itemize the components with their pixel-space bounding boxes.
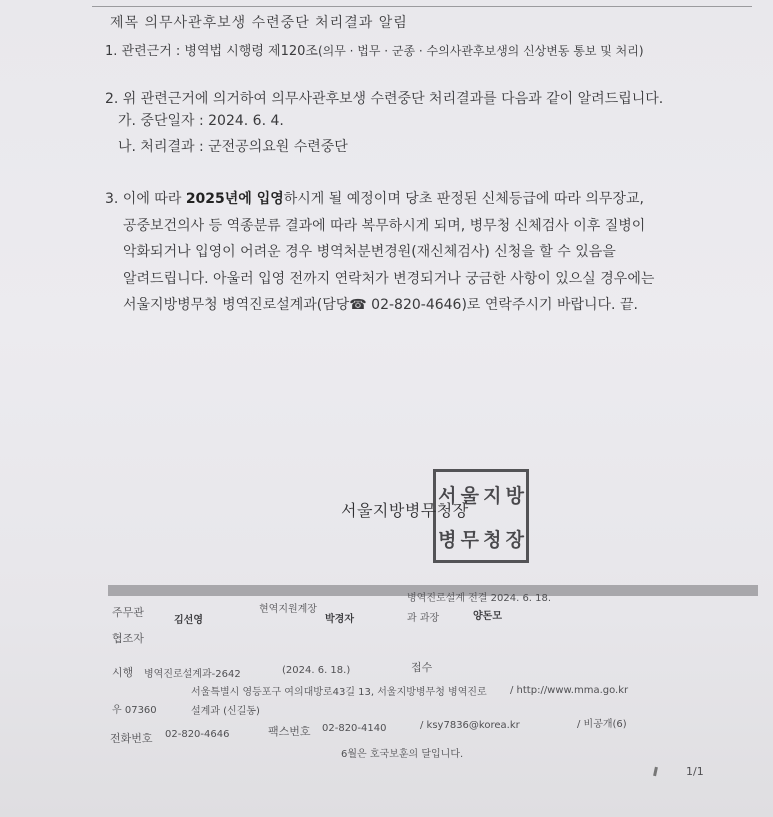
postal-code: 우 07360 [112, 705, 157, 716]
item-3-line3: 악화되거나 입영이 어려운 경우 병역처분변경원(재신체검사) 신청을 할 수 있음을 [123, 244, 616, 260]
receipt-label: 접수 [411, 661, 433, 674]
item-1-detail: (의무 · 법무 · 군종 · 수의사관후보생의 신상변동 통보 및 처리) [317, 44, 644, 58]
enforcement-number: 병역진로설계과-2642 [144, 669, 241, 680]
email: / ksy7836@korea.kr [420, 720, 520, 731]
reviewer-role: 현역지원계장 [259, 604, 317, 615]
fax-label: 팩스번호 [268, 725, 311, 738]
suspension-date: 가. 중단일자 : 2024. 6. 4. [118, 113, 284, 129]
drafter-role: 주무관 [112, 606, 144, 619]
sender-name: 서울지방병무청장 [341, 501, 469, 520]
item-2-text: 2. 위 관련근거에 의거하여 의무사관후보생 수련중단 처리결과를 다음과 같이 알려드립니다. [105, 91, 664, 107]
enforcement-label: 시행 [112, 666, 134, 679]
seal-char: 무 [460, 528, 479, 551]
address-line-1: 서울특별시 영등포구 여의대방로43길 13, 서울지방병무청 병역진로 [191, 687, 487, 698]
seal-char: 지 [483, 484, 502, 507]
item-1-legal-basis [105, 40, 644, 59]
reviewer-name: 박경자 [325, 614, 354, 625]
cooperator-label: 협조자 [112, 632, 144, 645]
address-line-2: 설계과 (신길동) [191, 706, 260, 717]
drafter-name: 김선영 [174, 615, 203, 626]
slogan: 6월은 호국보훈의 달입니다. [341, 749, 464, 760]
item-3-line5: 서울지방병무청 병역진로설계과(담당☎ 02-820-4646)로 연락주시기 바랍니다. 끝. [123, 297, 638, 313]
item-3-line2: 공중보건의사 등 역종분류 결과에 따라 복무하시게 되며, 병무청 신체검사 이후 질병이 [123, 217, 646, 234]
pen-mark [653, 767, 658, 776]
item-1-text: 1. 관련근거 : 병역법 시행령 제120조 [105, 44, 318, 59]
seal-char: 울 [460, 484, 479, 507]
seal-char: 방 [505, 484, 524, 507]
disclosure-status: / 비공개(6) [577, 719, 627, 730]
approver-name: 양돈모 [473, 611, 502, 622]
processing-result: 나. 처리결과 : 군전공의요원 수련중단 [118, 139, 348, 155]
item-3-line4: 알려드립니다. 아울러 입영 전까지 연락처가 변경되거나 궁금한 사항이 있으실 경우에는 [123, 270, 655, 287]
approval-stamp: 병역진로설계 전결 2024. 6. 18. [407, 593, 552, 604]
seal-char: 병 [438, 528, 457, 551]
header-rule [92, 6, 752, 7]
seal-char: 서 [438, 484, 457, 507]
enforcement-date: (2024. 6. 18.) [282, 665, 351, 676]
document-title: 제목 의무사관후보생 수련중단 처리결과 알림 [110, 15, 408, 31]
approver-role: 과 과장 [407, 613, 440, 624]
item-3-line1-rest: 하시게 될 예정이며 당초 판정된 신체등급에 따라 의무장교, [283, 191, 644, 207]
phone-label: 전화번호 [110, 732, 153, 745]
page-number: 1/1 [686, 765, 704, 778]
seal-char: 청 [483, 528, 502, 551]
item-3-paragraph [105, 186, 725, 319]
phone-number: 02-820-4646 [165, 729, 230, 740]
fax-number: 02-820-4140 [322, 723, 387, 734]
seal-char: 장 [505, 528, 524, 551]
website: / http://www.mma.go.kr [510, 685, 629, 696]
item-3-enlistment-year: 2025년에 입영 [185, 191, 284, 207]
item-3-prefix: 3. 이에 따라 [105, 191, 186, 207]
